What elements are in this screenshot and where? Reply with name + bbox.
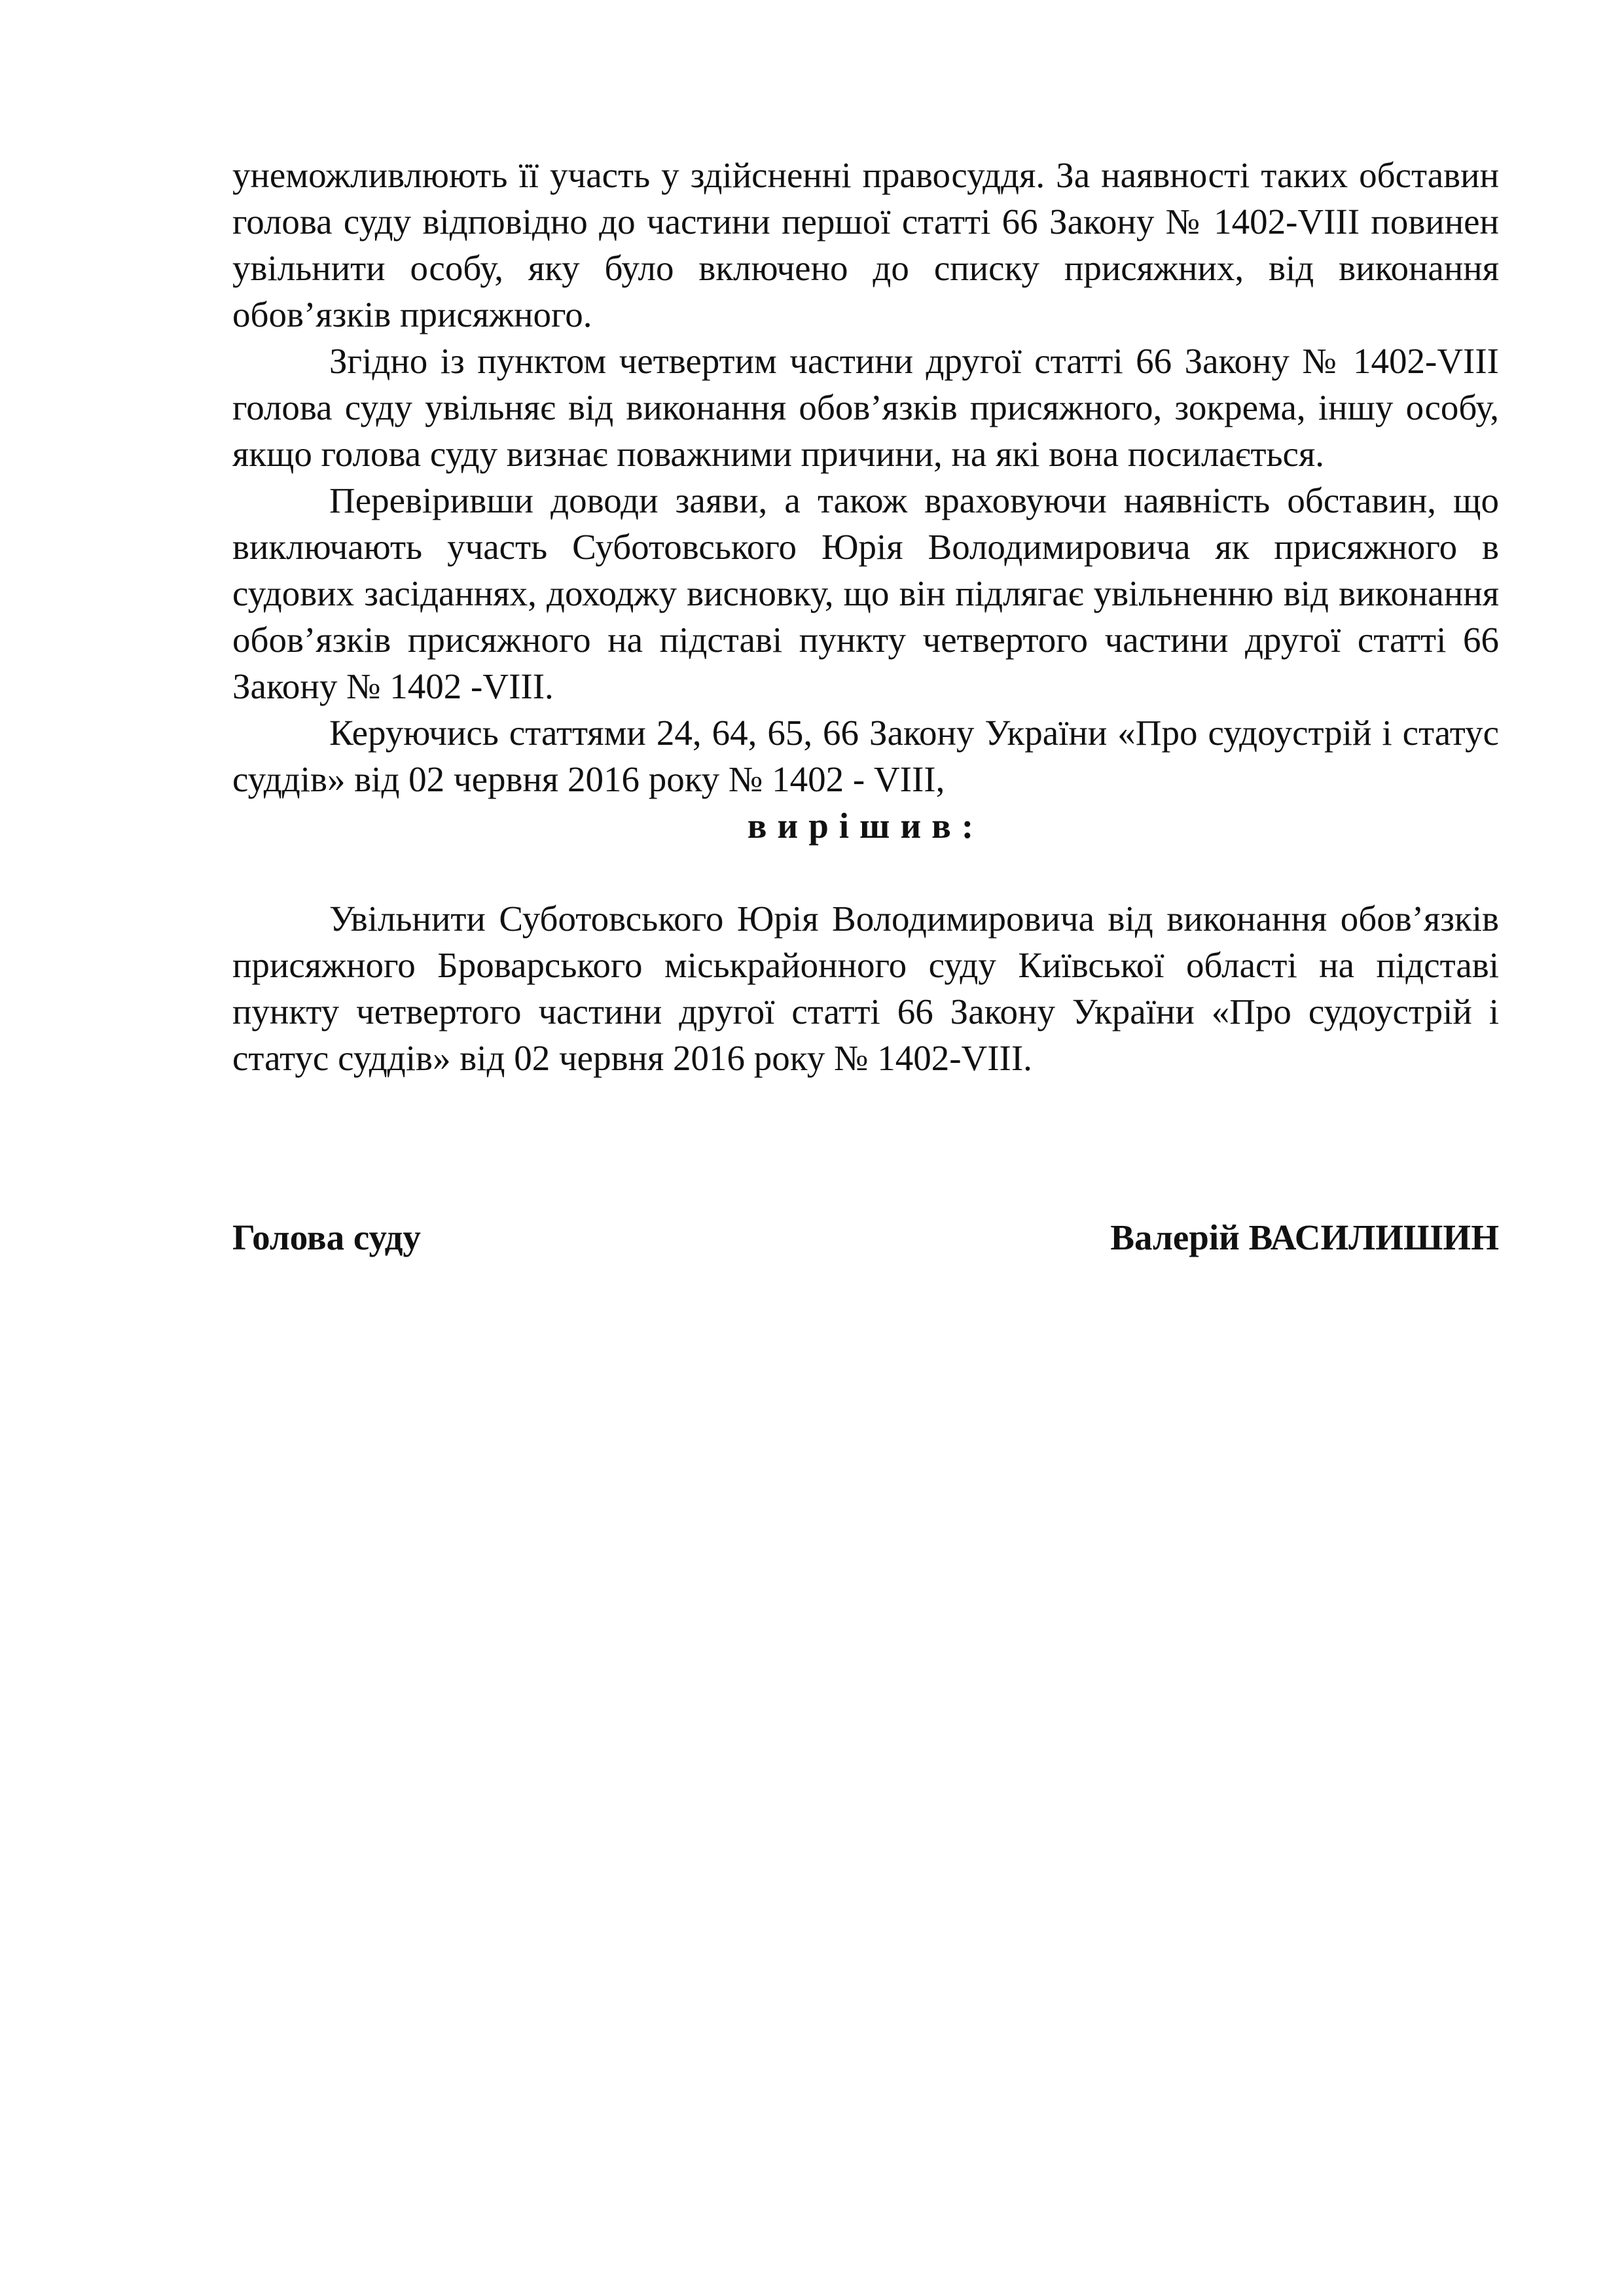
paragraph-findings: Перевіривши доводи заяви, а також враховуючи наявність обставин, що виключають участь Суботовського Юрія Володимировича як присяжного в судових засіданнях, доходжу висновку, що він підлягає увільненню від виконання обов’язків присяжного на підставі пункту четвертого частини другої статті 66 Закону № 1402 -VIII. <box>232 480 1499 706</box>
ruling-paragraph: Увільнити Суботовського Юрія Володимировича від виконання обов’язків присяжного Броварського міськрайонного суду Київської області на підставі пункту четвертого частини другої статті 66 Закону України «Про судоустрій і статус суддів» від 02 червня 2016 року № 1402-VIII. <box>232 899 1499 1078</box>
paragraph-continuation: унеможливлюють її участь у здійсненні правосуддя. За наявності таких обставин голова суду відповідно до частини першої статті 66 Закону № 1402-VIII повинен увільнити особу, яку було включено до списку присяжних, від виконання обов’язків присяжного. <box>232 155 1499 334</box>
paragraph-legal-basis: Згідно із пунктом четвертим частини другої статті 66 Закону № 1402-VIII голова суду увільняє від виконання обов’язків присяжного, зокрема, іншу особу, якщо голова суду визнає поважними причини, на які вона посилається. <box>232 341 1499 474</box>
spacer <box>232 849 1499 895</box>
signature-title: Голова суду <box>232 1217 421 1257</box>
decision-heading: вирішив: <box>747 806 984 846</box>
signature-name: Валерій ВАСИЛИШИН <box>1110 1217 1499 1257</box>
paragraph-guided-by: Керуючись статтями 24, 64, 65, 66 Закону України «Про судоустрій і статус суддів» від 02 червня 2016 року № 1402 - VIII, <box>232 713 1499 799</box>
document-body <box>232 152 1499 1081</box>
